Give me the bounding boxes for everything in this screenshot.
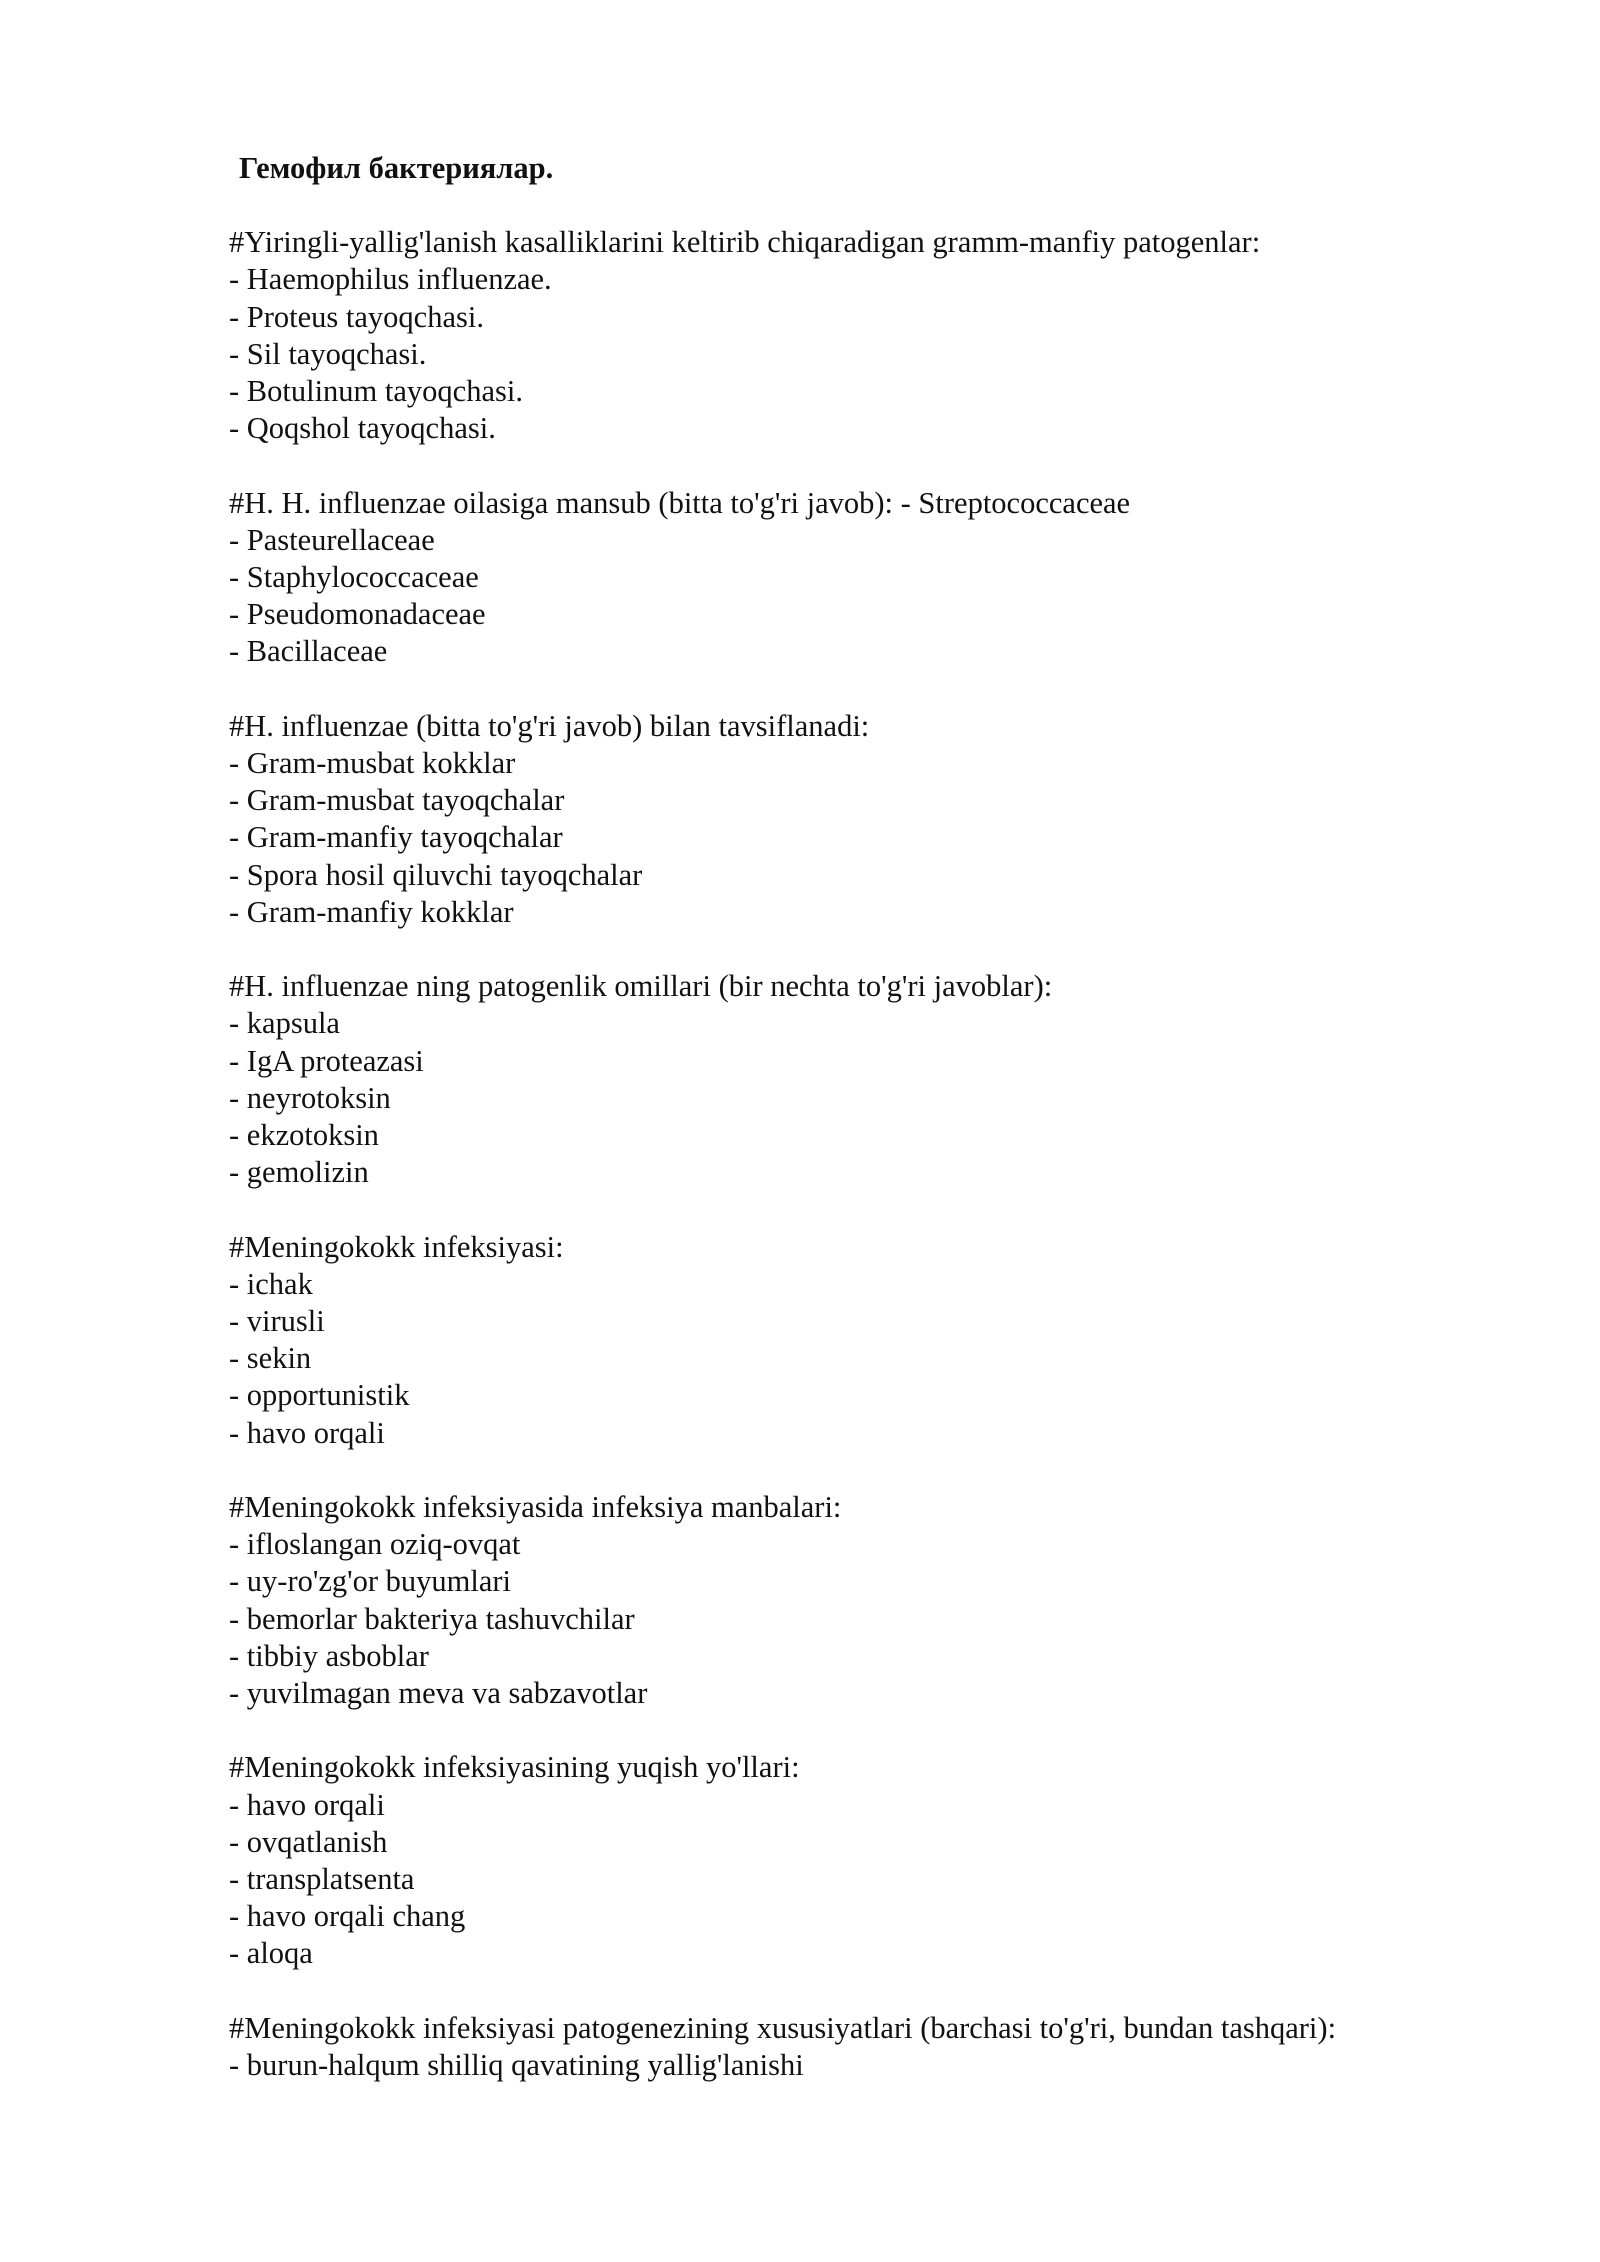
answer-option: - transplatsenta	[229, 1862, 415, 1897]
answer-option: - havo orqali	[229, 1787, 385, 1822]
question-list	[229, 224, 1529, 2084]
answer-option: - Bacillaceae	[229, 634, 388, 669]
question-text: #H. H. influenzae oilasiga mansub (bitta to'g'ri javob): - Streptococcaceae	[229, 485, 1131, 520]
answer-option: - havo orqali	[229, 1415, 385, 1450]
answer-option: - uy-ro'zg'or buyumlari	[229, 1564, 512, 1599]
answer-option: - tibbiy asboblar	[229, 1638, 429, 1673]
answer-option: - Pasteurellaceae	[229, 522, 435, 557]
answer-option: - IgA proteazasi	[229, 1043, 424, 1078]
answer-option: - bemorlar bakteriya tashuvchilar	[229, 1601, 635, 1636]
answer-option: - Staphylococcaceae	[229, 560, 479, 595]
question-text: #Meningokokk infeksiyasining yuqish yo'llari:	[229, 1750, 800, 1785]
answer-option: - ekzotoksin	[229, 1118, 379, 1153]
answer-option: - sekin	[229, 1341, 312, 1376]
answer-option: - gemolizin	[229, 1155, 369, 1190]
question-block	[229, 968, 1529, 1191]
answer-option: - kapsula	[229, 1006, 340, 1041]
question-block	[229, 1749, 1529, 1972]
answer-option: - ichak	[229, 1266, 313, 1301]
question-text: #Meningokokk infeksiyasi:	[229, 1229, 564, 1264]
question-block	[229, 2010, 1529, 2084]
question-block	[229, 1229, 1529, 1452]
answer-option: - Haemophilus influenzae.	[229, 262, 552, 297]
answer-option: - Gram-musbat tayoqchalar	[229, 783, 565, 818]
document-body	[229, 150, 1529, 2121]
answer-option: - ovqatlanish	[229, 1824, 388, 1859]
answer-option: - Gram-manfiy tayoqchalar	[229, 820, 563, 855]
answer-option: - neyrotoksin	[229, 1080, 391, 1115]
answer-option: - Spora hosil qiluvchi tayoqchalar	[229, 857, 643, 892]
answer-option: - Gram-manfiy kokklar	[229, 894, 514, 929]
answer-option: - havo orqali chang	[229, 1899, 466, 1934]
question-text: #Meningokokk infeksiyasi patogenezining xususiyatlari (barchasi to'g'ri, bundan tashqari):	[229, 2010, 1337, 2045]
answer-option: - virusli	[229, 1304, 325, 1339]
question-block	[229, 708, 1529, 931]
answer-option: - Botulinum tayoqchasi.	[229, 374, 523, 409]
question-block	[229, 1489, 1529, 1712]
question-block	[229, 224, 1529, 447]
question-text: #H. influenzae (bitta to'g'ri javob) bilan tavsiflanadi:	[229, 708, 870, 743]
answer-option: - aloqa	[229, 1936, 313, 1971]
question-text: #H. influenzae ning patogenlik omillari (bir nechta to'g'ri javoblar):	[229, 969, 1053, 1004]
answer-option: - Qoqshol tayoqchasi.	[229, 411, 496, 446]
question-text: #Yiringli-yallig'lanish kasalliklarini keltirib chiqaradigan gramm-manfiy patogenlar:	[229, 225, 1261, 260]
answer-option: - Proteus tayoqchasi.	[229, 299, 484, 334]
question-block	[229, 485, 1529, 671]
answer-option: - burun-halqum shilliq qavatining yallig'lanishi	[229, 2048, 804, 2083]
answer-option: - opportunistik	[229, 1378, 410, 1413]
answer-option: - yuvilmagan meva va sabzavotlar	[229, 1676, 648, 1711]
answer-option: - Pseudomonadaceae	[229, 597, 486, 632]
answer-option: - Gram-musbat kokklar	[229, 746, 516, 781]
question-text: #Meningokokk infeksiyasida infeksiya manbalari:	[229, 1490, 842, 1525]
document-title: Гемофил бактериялар.	[239, 151, 554, 185]
answer-option: - Sil tayoqchasi.	[229, 336, 427, 371]
answer-option: - ifloslangan oziq-ovqat	[229, 1527, 521, 1562]
